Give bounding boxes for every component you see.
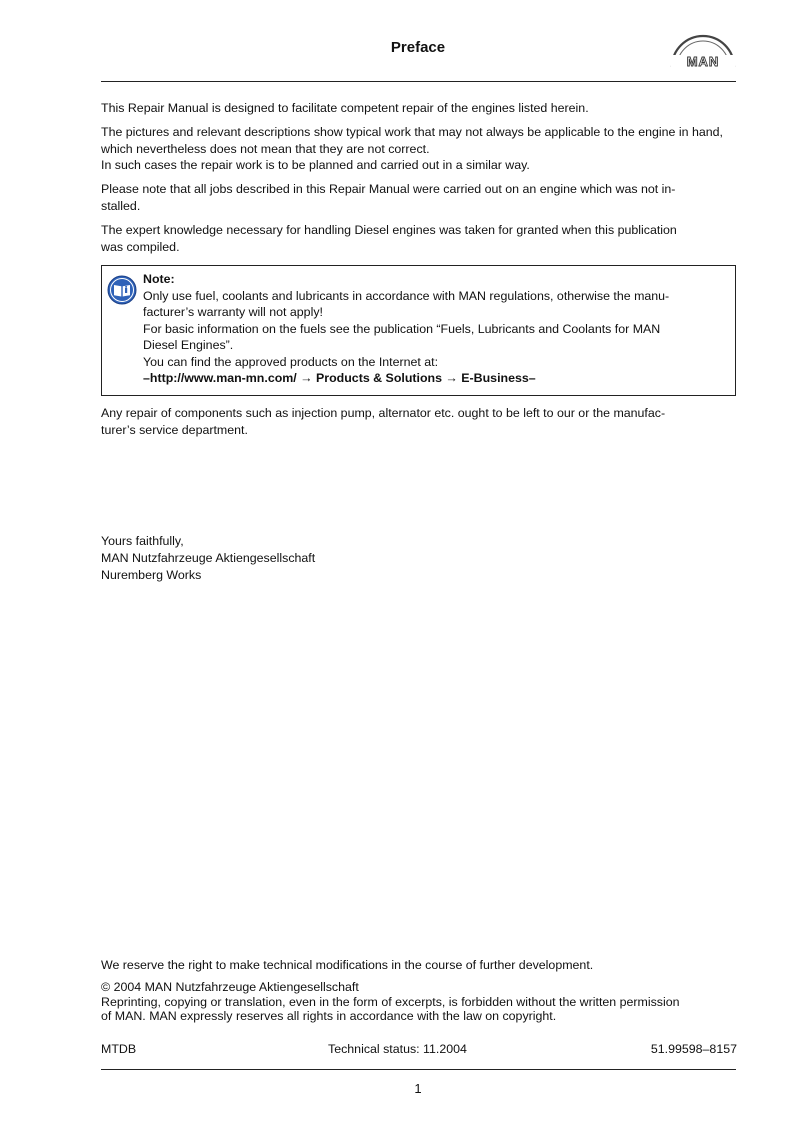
intro-paragraph-2: The pictures and relevant descriptions show typical work that may not always be applicable to the engine in hand, which nevertheless does not mean that they are not correct. [101,125,723,156]
reprint-notice-line-2: of MAN. MAN expressly reserves all rights in accordance with the law on copyright. [101,1009,557,1023]
intro-paragraph-1: This Repair Manual is designed to facilitate competent repair of the engines listed herein. [101,101,589,115]
footer-technical-status: Technical status: 11.2004 [328,1042,467,1056]
note-text [143,271,728,387]
header-rule [101,81,736,82]
intro-paragraph-4-line-1: Please note that all jobs described in this Repair Manual were carried out on an engine which was not in- [101,182,676,196]
note-box [101,265,736,396]
modifications-notice: We reserve the right to make technical modifications in the course of further development. [101,958,594,972]
signature-location: Nuremberg Works [101,568,202,582]
footer-part-number: 51.99598–8157 [650,1042,737,1056]
note-line: Diesel Engines”. [143,338,234,352]
footer-rule [101,1069,736,1070]
signature-company: MAN Nutzfahrzeuge Aktiengesellschaft [101,551,316,565]
man-logo [668,30,738,70]
intro-paragraph-3: In such cases the repair work is to be planned and carried out in a similar way. [101,158,530,172]
repair-paragraph-line-2: turer’s service department. [101,423,248,437]
note-line: facturer’s warranty will not apply! [143,305,323,319]
intro-paragraph-5-line-1: The expert knowledge necessary for handling Diesel engines was taken for granted when this publication [101,223,677,237]
page-number: 1 [414,1081,422,1096]
footer-doc-code: MTDB [101,1042,137,1056]
page-title: Preface [390,39,446,56]
footer-row [101,1041,737,1058]
note-line: For basic information on the fuels see the publication “Fuels, Lubricants and Coolants for MAN [143,321,661,336]
note-line: Only use fuel, coolants and lubricants in accordance with MAN regulations, otherwise the manu- [143,288,670,303]
logo-text: MAN [686,54,720,69]
manual-book-icon [107,275,137,305]
reprint-notice-line-1: Reprinting, copying or translation, even in the form of excerpts, is forbidden without the written permission [101,995,680,1009]
note-line: You can find the approved products on the Internet at: [143,354,439,369]
repair-paragraph-line-1: Any repair of components such as injection pump, alternator etc. ought to be left to our or the manufac- [101,406,666,420]
intro-paragraph-4-line-2: stalled. [101,199,141,213]
copyright-notice: © 2004 MAN Nutzfahrzeuge Aktiengesellschaft [101,980,359,994]
intro-paragraph-5-line-2: was compiled. [101,240,180,254]
note-link: –http://www.man-mn.com/ → Products & Solutions → E-Business– [143,371,536,385]
note-heading: Note: [143,272,175,286]
signature-closing: Yours faithfully, [101,534,184,548]
